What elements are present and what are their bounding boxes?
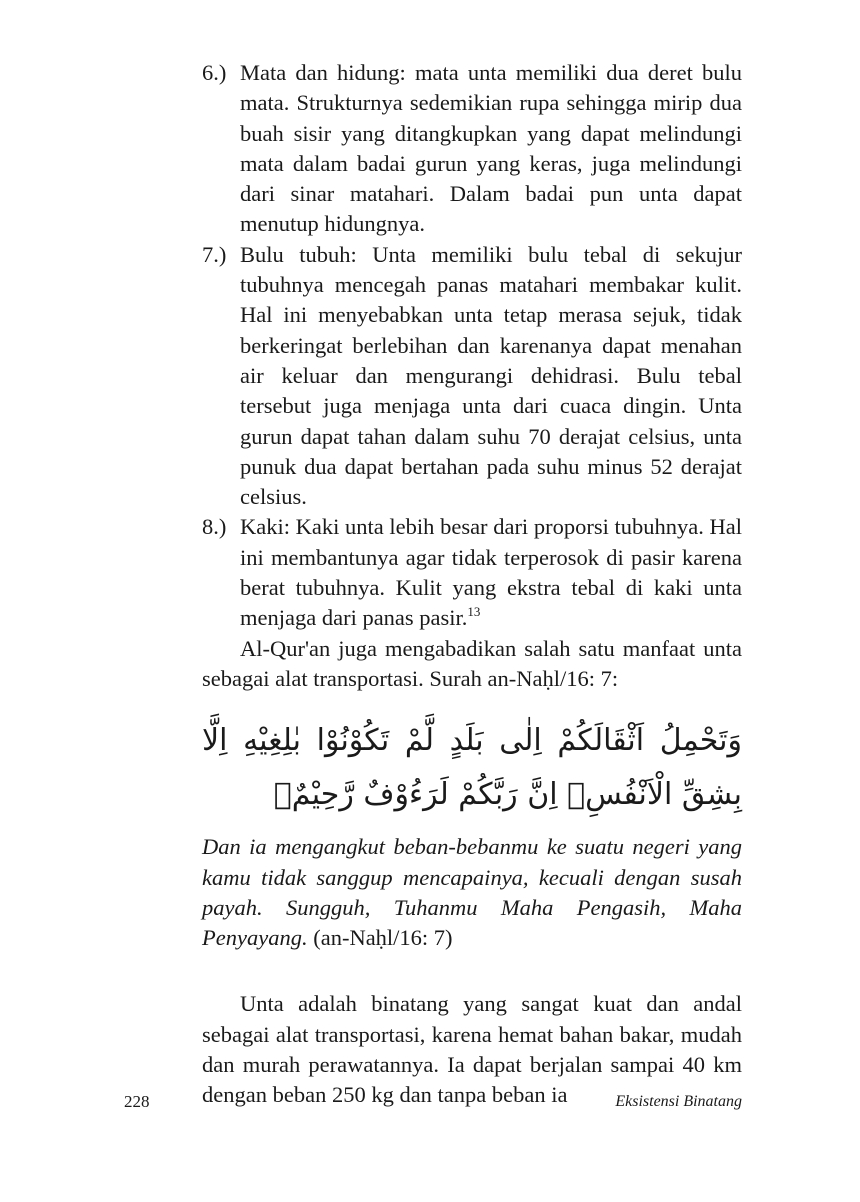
arabic-verse: وَتَحْمِلُ اَثْقَالَكُمْ اِلٰى بَلَدٍ لَّمْ تَكُوْنُوْا بٰلِغِيْهِ اِلَّا بِشِقِّ الْاَنْفُسِۗ اِنَّ رَبَّكُمْ لَرَءُوْفٌ رَّحِيْمٌۙ: [202, 723, 742, 813]
verse-reference: (an-Naḥl/16: 7): [313, 925, 453, 951]
translation-text: Dan ia mengangkut beban-bebanmu ke suatu negeri yang kamu tidak sanggup mencapainya, kecuali dengan susah payah. Sungguh, Tuhanmu Maha Pengasih, Maha Penyayang.: [202, 834, 742, 951]
running-title: Eksistensi Binatang: [615, 1093, 742, 1110]
footnote-marker[interactable]: 13: [467, 604, 481, 620]
list-text: Mata dan hidung: mata unta memiliki dua deret bulu mata. Strukturnya sedemikian rupa sehingga mirip dua buah sisir yang ditangkupkan yang dapat melindungi mata dalam badai gurun yang keras, juga melindungi dari sinar matahari. Dalam badai pun unta dapat menutup hidungnya.: [240, 60, 742, 237]
main-text: [202, 58, 742, 1111]
list-item-8: [202, 512, 742, 633]
page-number: 228: [124, 1092, 150, 1111]
list-item-7: [202, 240, 742, 513]
body-paragraph: Unta adalah binatang yang sangat kuat dan andal sebagai alat transportasi, karena hemat bahan bakar, mudah dan murah perawatannya. Ia dapat berjalan sampai 40 km dengan beban 250 kg dan tanpa beban ia: [202, 991, 742, 1108]
list-item-6: [202, 58, 742, 240]
list-text: Bulu tubuh: Unta memiliki bulu tebal di sekujur tubuhnya mencegah panas matahari membakar kulit. Hal ini menyebabkan unta tetap merasa sejuk, tidak berkeringat berlebihan dan karenanya dapat menahan air keluar dan mengurangi dehidrasi. Bulu tebal tersebut juga menjaga unta dari cuaca dingin. Unta gurun dapat tahan dalam suhu 70 derajat celsius, unta punuk dua dapat bertahan pada suhu minus 52 derajat celsius.: [240, 241, 742, 510]
list-number: 8.): [202, 514, 227, 540]
verse-translation: [202, 832, 742, 953]
list-number: 7.): [202, 241, 227, 267]
list-text: Kaki: Kaki unta lebih besar dari proporsi tubuhnya. Hal ini membantunya agar tidak terperosok di pasir karena berat tubuhnya. Kulit yang ekstra tebal di kaki unta menjaga dari panas pasir.: [240, 514, 742, 631]
intro-paragraph: Al-Qur'an juga mengabadikan salah satu manfaat unta sebagai alat transportasi. Surah an-Naḥl/16: 7:: [202, 635, 742, 691]
list-number: 6.): [202, 60, 227, 85]
